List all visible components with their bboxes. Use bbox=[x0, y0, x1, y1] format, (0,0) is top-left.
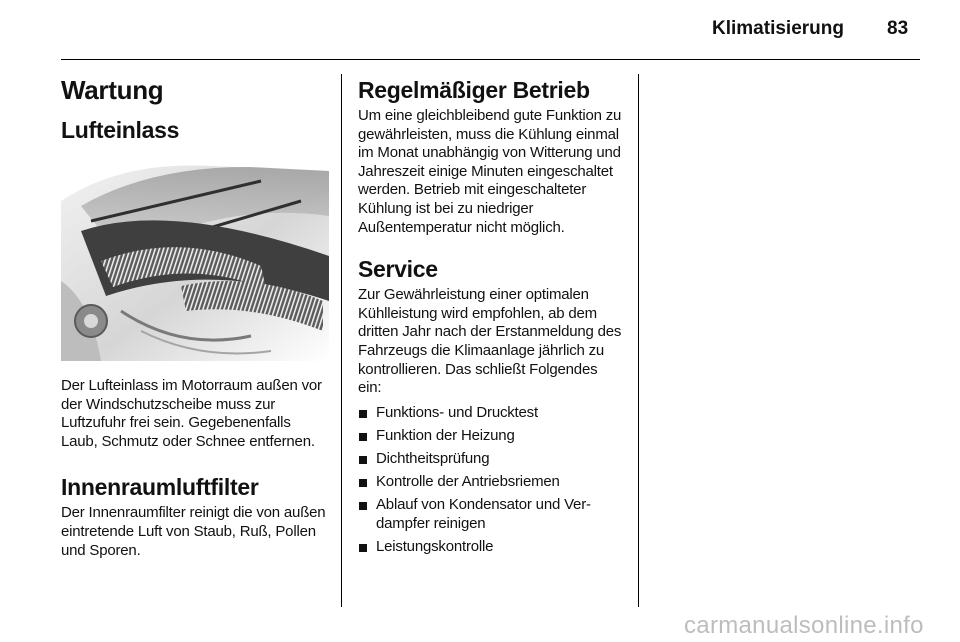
list-item: Dichtheitsprüfung bbox=[358, 450, 624, 469]
service-checklist bbox=[358, 404, 624, 557]
service-title: Service bbox=[358, 256, 438, 283]
square-bullet-icon bbox=[359, 502, 367, 510]
square-bullet-icon bbox=[359, 456, 367, 464]
list-item: Kontrolle der Antriebsriemen bbox=[358, 473, 624, 492]
square-bullet-icon bbox=[359, 479, 367, 487]
list-item: Funktion der Heizung bbox=[358, 427, 624, 446]
page-header-title: Klimatisierung bbox=[712, 18, 844, 39]
square-bullet-icon bbox=[359, 410, 367, 418]
middle-column bbox=[358, 74, 624, 561]
column-divider-left bbox=[341, 74, 342, 607]
air-inlet-paragraph: Der Lufteinlass im Motorraum außen vor der Windschutzscheibe muss zur Luftzufuhr frei sein. Gegebenenfalls Laub, Schmutz oder Schnee entfernen. bbox=[61, 377, 322, 450]
header-divider bbox=[61, 59, 920, 60]
list-item: Funktions- und Drucktest bbox=[358, 404, 624, 423]
section-title: Wartung bbox=[61, 75, 164, 105]
square-bullet-icon bbox=[359, 433, 367, 441]
list-item: Ablauf von Kondensator und Verdampfer reinigen bbox=[358, 496, 624, 533]
windshield-cowl-air-intake-illustration bbox=[61, 161, 329, 361]
filter-paragraph: Der Innenraumfilter reinigt die von außen eintretende Luft von Staub, Ruß, Pollen und Sporen. bbox=[61, 504, 326, 559]
page-number: 83 bbox=[887, 18, 909, 39]
service-paragraph: Zur Gewährleistung einer optimalen Kühlleistung wird empfohlen, ab dem dritten Jahr nach der Erstanmeldung des Fahrzeugs die Klimaanlage jährlich zu kontrollieren. Das schließt Folgendes ein: bbox=[358, 286, 622, 397]
regular-operation-title: Regelmäßiger Betrieb bbox=[358, 77, 590, 103]
square-bullet-icon bbox=[359, 544, 367, 552]
left-column bbox=[61, 74, 329, 560]
site-watermark: carmanualsonline.info bbox=[684, 612, 924, 639]
list-item: Leistungskontrolle bbox=[358, 538, 624, 557]
filter-title: Innenraumluftfilter bbox=[61, 474, 259, 501]
column-divider-right bbox=[638, 74, 639, 607]
regular-operation-paragraph: Um eine gleichbleibend gute Funktion zu gewährleisten, muss die Kühlung einmal im Monat unabhängig von Witterung und Jahreszeit einige Minuten eingeschaltet werden. Betrieb mit eingeschalteter Kühlung ist bei zu niedriger Außentemperatur nicht möglich. bbox=[358, 107, 622, 236]
subsection-title: Lufteinlass bbox=[61, 117, 180, 143]
